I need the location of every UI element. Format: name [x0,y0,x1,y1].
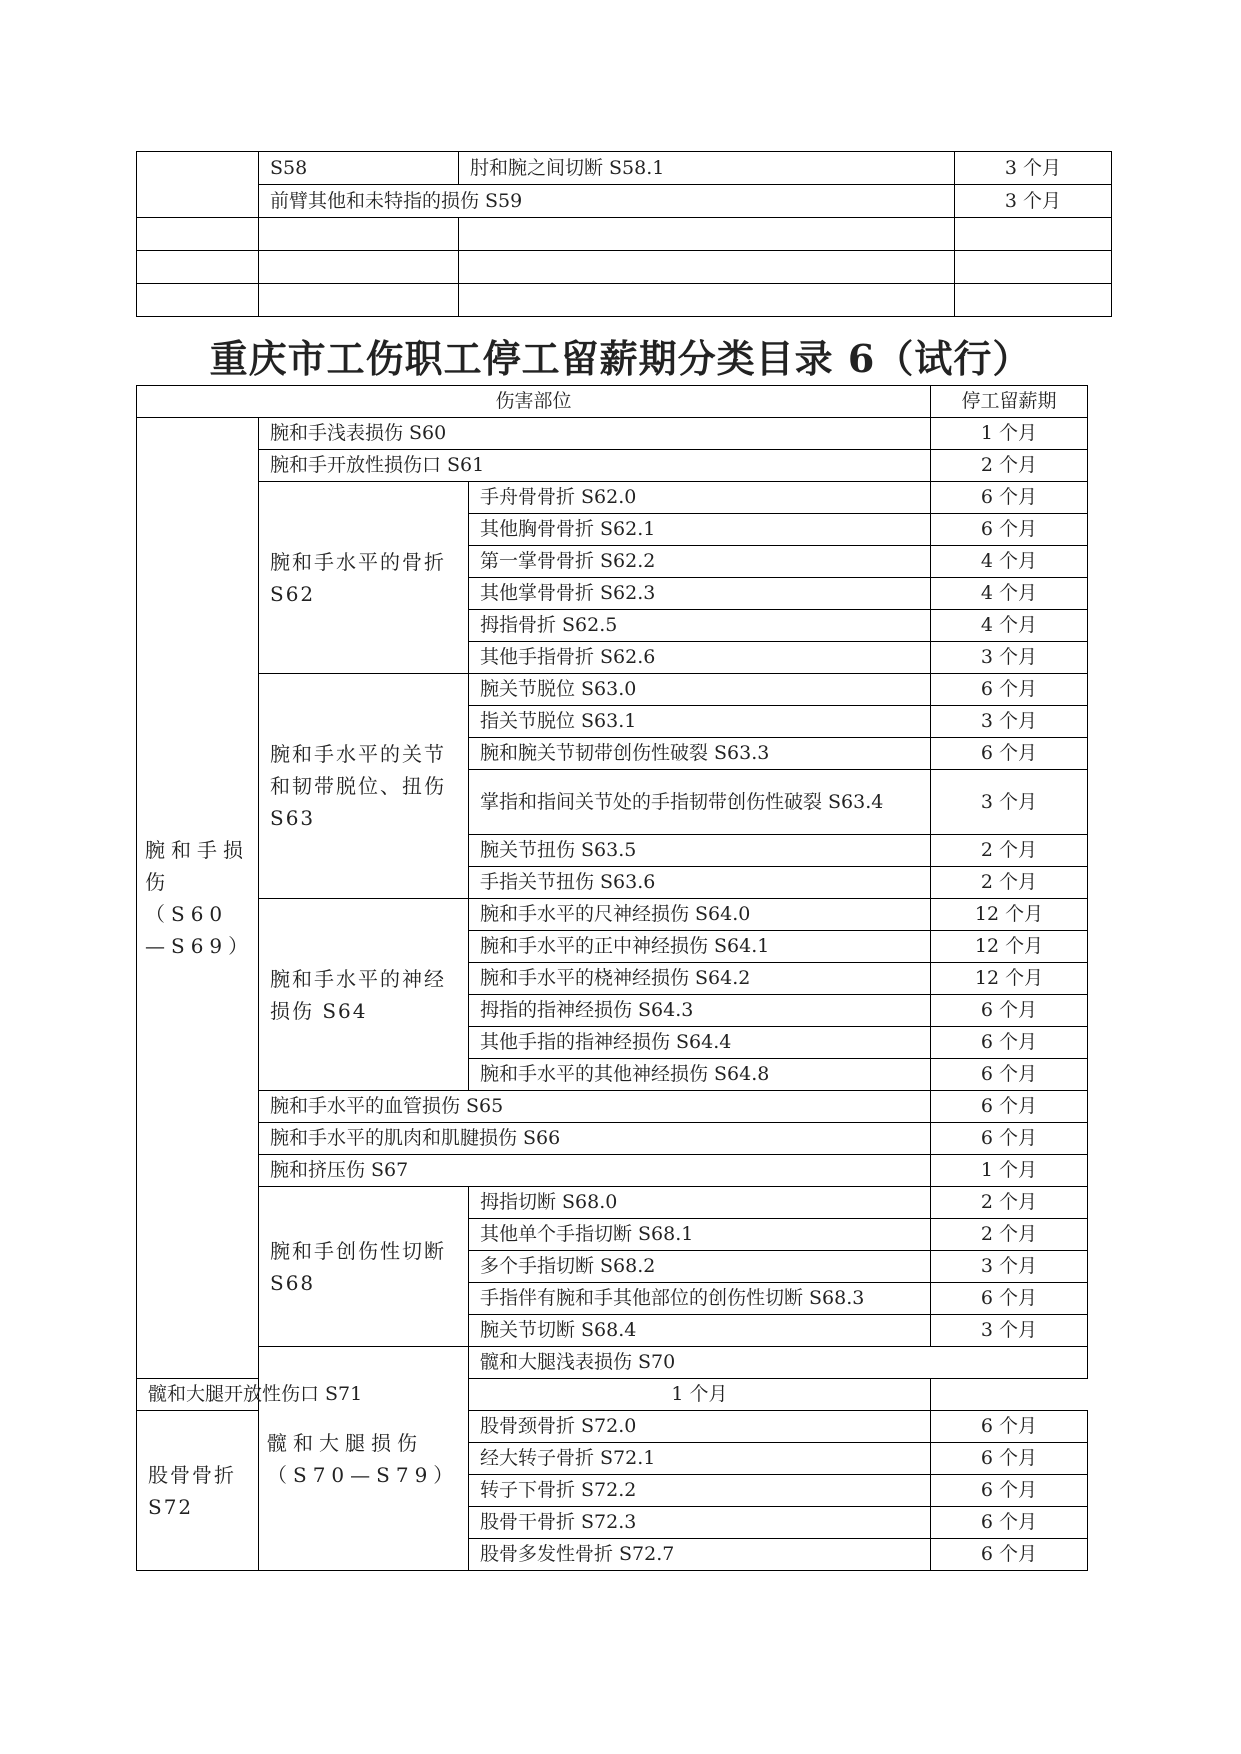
period-cell: 6 个月 [931,674,1088,706]
table-row [137,450,1088,482]
period-cell: 2 个月 [931,450,1088,482]
period-cell: 6 个月 [931,1507,1088,1539]
period-cell: 3 个月 [931,1315,1088,1347]
period-cell: 6 个月 [931,1539,1088,1571]
item-label: 腕和手水平的桡神经损伤 S64.2 [469,963,931,995]
item-label: 经大转子骨折 S72.1 [469,1443,931,1475]
table-cell: S58 [259,152,459,185]
table-row [137,185,1112,218]
period-cell: 2 个月 [931,835,1088,867]
period-cell: 2 个月 [931,1187,1088,1219]
category-hip: 髋和大腿损伤（S70—S79） [259,1347,469,1571]
table-row [137,1123,1088,1155]
period-cell: 6 个月 [931,1443,1088,1475]
period-cell: 3 个月 [931,770,1088,835]
item-label: 腕和挤压伤 S67 [259,1155,931,1187]
period-cell: 4 个月 [931,610,1088,642]
period-cell: 3 个月 [931,706,1088,738]
item-label: 腕和手水平的血管损伤 S65 [259,1091,931,1123]
period-cell: 4 个月 [931,546,1088,578]
item-label: 手指伴有腕和手其他部位的创伤性切断 S68.3 [469,1283,931,1315]
period-cell: 4 个月 [931,578,1088,610]
item-label: 腕和手水平的正中神经损伤 S64.1 [469,931,931,963]
period-cell: 6 个月 [931,995,1088,1027]
period-cell: 3 个月 [931,1251,1088,1283]
item-label: 腕和手浅表损伤 S60 [259,418,931,450]
table-row [137,674,1088,706]
header-period: 停工留薪期 [931,386,1088,418]
period-cell: 12 个月 [931,931,1088,963]
item-label: 腕和手水平的其他神经损伤 S64.8 [469,1059,931,1091]
item-label: 腕和手水平的尺神经损伤 S64.0 [469,899,931,931]
item-label: 其他单个手指切断 S68.1 [469,1219,931,1251]
period-cell: 6 个月 [931,1059,1088,1091]
table-row [137,418,1088,450]
table-row [137,251,1112,284]
item-label: 掌指和指间关节处的手指韧带创伤性破裂 S63.4 [469,770,931,835]
category-wrist: 腕和手损伤（S60—S69） [137,418,259,1379]
table-row [137,1155,1088,1187]
subgroup-s63: 腕和手水平的关节和韧带脱位、扭伤 S63 [259,674,469,899]
item-label: 手指关节扭伤 S63.6 [469,867,931,899]
period-cell: 6 个月 [931,1091,1088,1123]
item-label: 手舟骨骨折 S62.0 [469,482,931,514]
catalogue-table [136,385,1088,1571]
period-cell: 6 个月 [931,1027,1088,1059]
subgroup-s72: 股骨骨折 S72 [137,1411,259,1571]
item-label: 腕关节扭伤 S63.5 [469,835,931,867]
period-cell: 6 个月 [931,1283,1088,1315]
item-label: 腕关节切断 S68.4 [469,1315,931,1347]
header-part: 伤害部位 [137,386,931,418]
item-label: 其他手指骨折 S62.6 [469,642,931,674]
table-row [137,1187,1088,1219]
table-row [137,1091,1088,1123]
period-cell: 12 个月 [931,963,1088,995]
item-label: 腕关节脱位 S63.0 [469,674,931,706]
item-label: 指关节脱位 S63.1 [469,706,931,738]
period-cell: 2 个月 [931,1219,1088,1251]
header-row [137,386,1088,418]
item-label: 股骨多发性骨折 S72.7 [469,1539,931,1571]
table-row [137,1379,1088,1411]
period-cell: 3 个月 [955,152,1112,185]
period-cell: 6 个月 [931,1123,1088,1155]
item-label: 拇指骨折 S62.5 [469,610,931,642]
item-label: 腕和手开放性损伤口 S61 [259,450,931,482]
period-cell: 12 个月 [931,899,1088,931]
table-row [137,152,1112,185]
item-label: 拇指切断 S68.0 [469,1187,931,1219]
item-label: 腕和手水平的肌肉和肌腱损伤 S66 [259,1123,931,1155]
period-cell: 3 个月 [931,642,1088,674]
item-label: 多个手指切断 S68.2 [469,1251,931,1283]
item-label: 股骨干骨折 S72.3 [469,1507,931,1539]
period-cell: 3 个月 [955,185,1112,218]
item-label: 拇指的指神经损伤 S64.3 [469,995,931,1027]
table-row [137,482,1088,514]
item-label: 第一掌骨骨折 S62.2 [469,546,931,578]
item-label: 转子下骨折 S72.2 [469,1475,931,1507]
item-label: 髋和大腿开放性伤口 S71 [137,1379,469,1411]
item-label: 股骨颈骨折 S72.0 [469,1411,931,1443]
period-cell: 6 个月 [931,738,1088,770]
subgroup-s64: 腕和手水平的神经损伤 S64 [259,899,469,1091]
table-cell: 肘和腕之间切断 S58.1 [459,152,955,185]
subgroup-s62: 腕和手水平的骨折 S62 [259,482,469,674]
table-row [137,284,1112,317]
previous-page-table [136,151,1112,317]
table-row [137,218,1112,251]
item-label: 其他胸骨骨折 S62.1 [469,514,931,546]
table-cell: 前臂其他和未特指的损伤 S59 [259,185,955,218]
item-label: 髋和大腿浅表损伤 S70 [469,1347,1088,1379]
period-cell: 1 个月 [469,1379,931,1411]
period-cell: 6 个月 [931,514,1088,546]
table-cell [137,152,259,218]
period-cell: 1 个月 [931,418,1088,450]
item-label: 其他手指的指神经损伤 S64.4 [469,1027,931,1059]
period-cell: 2 个月 [931,867,1088,899]
subgroup-s68: 腕和手创伤性切断 S68 [259,1187,469,1347]
period-cell: 6 个月 [931,482,1088,514]
page-title: 重庆市工伤职工停工留薪期分类目录 6（试行） [209,336,1032,381]
table-row [137,899,1088,931]
period-cell: 6 个月 [931,1475,1088,1507]
item-label: 腕和腕关节韧带创伤性破裂 S63.3 [469,738,931,770]
item-label: 其他掌骨骨折 S62.3 [469,578,931,610]
table-row [137,1347,1088,1379]
period-cell: 1 个月 [931,1155,1088,1187]
period-cell: 6 个月 [931,1411,1088,1443]
